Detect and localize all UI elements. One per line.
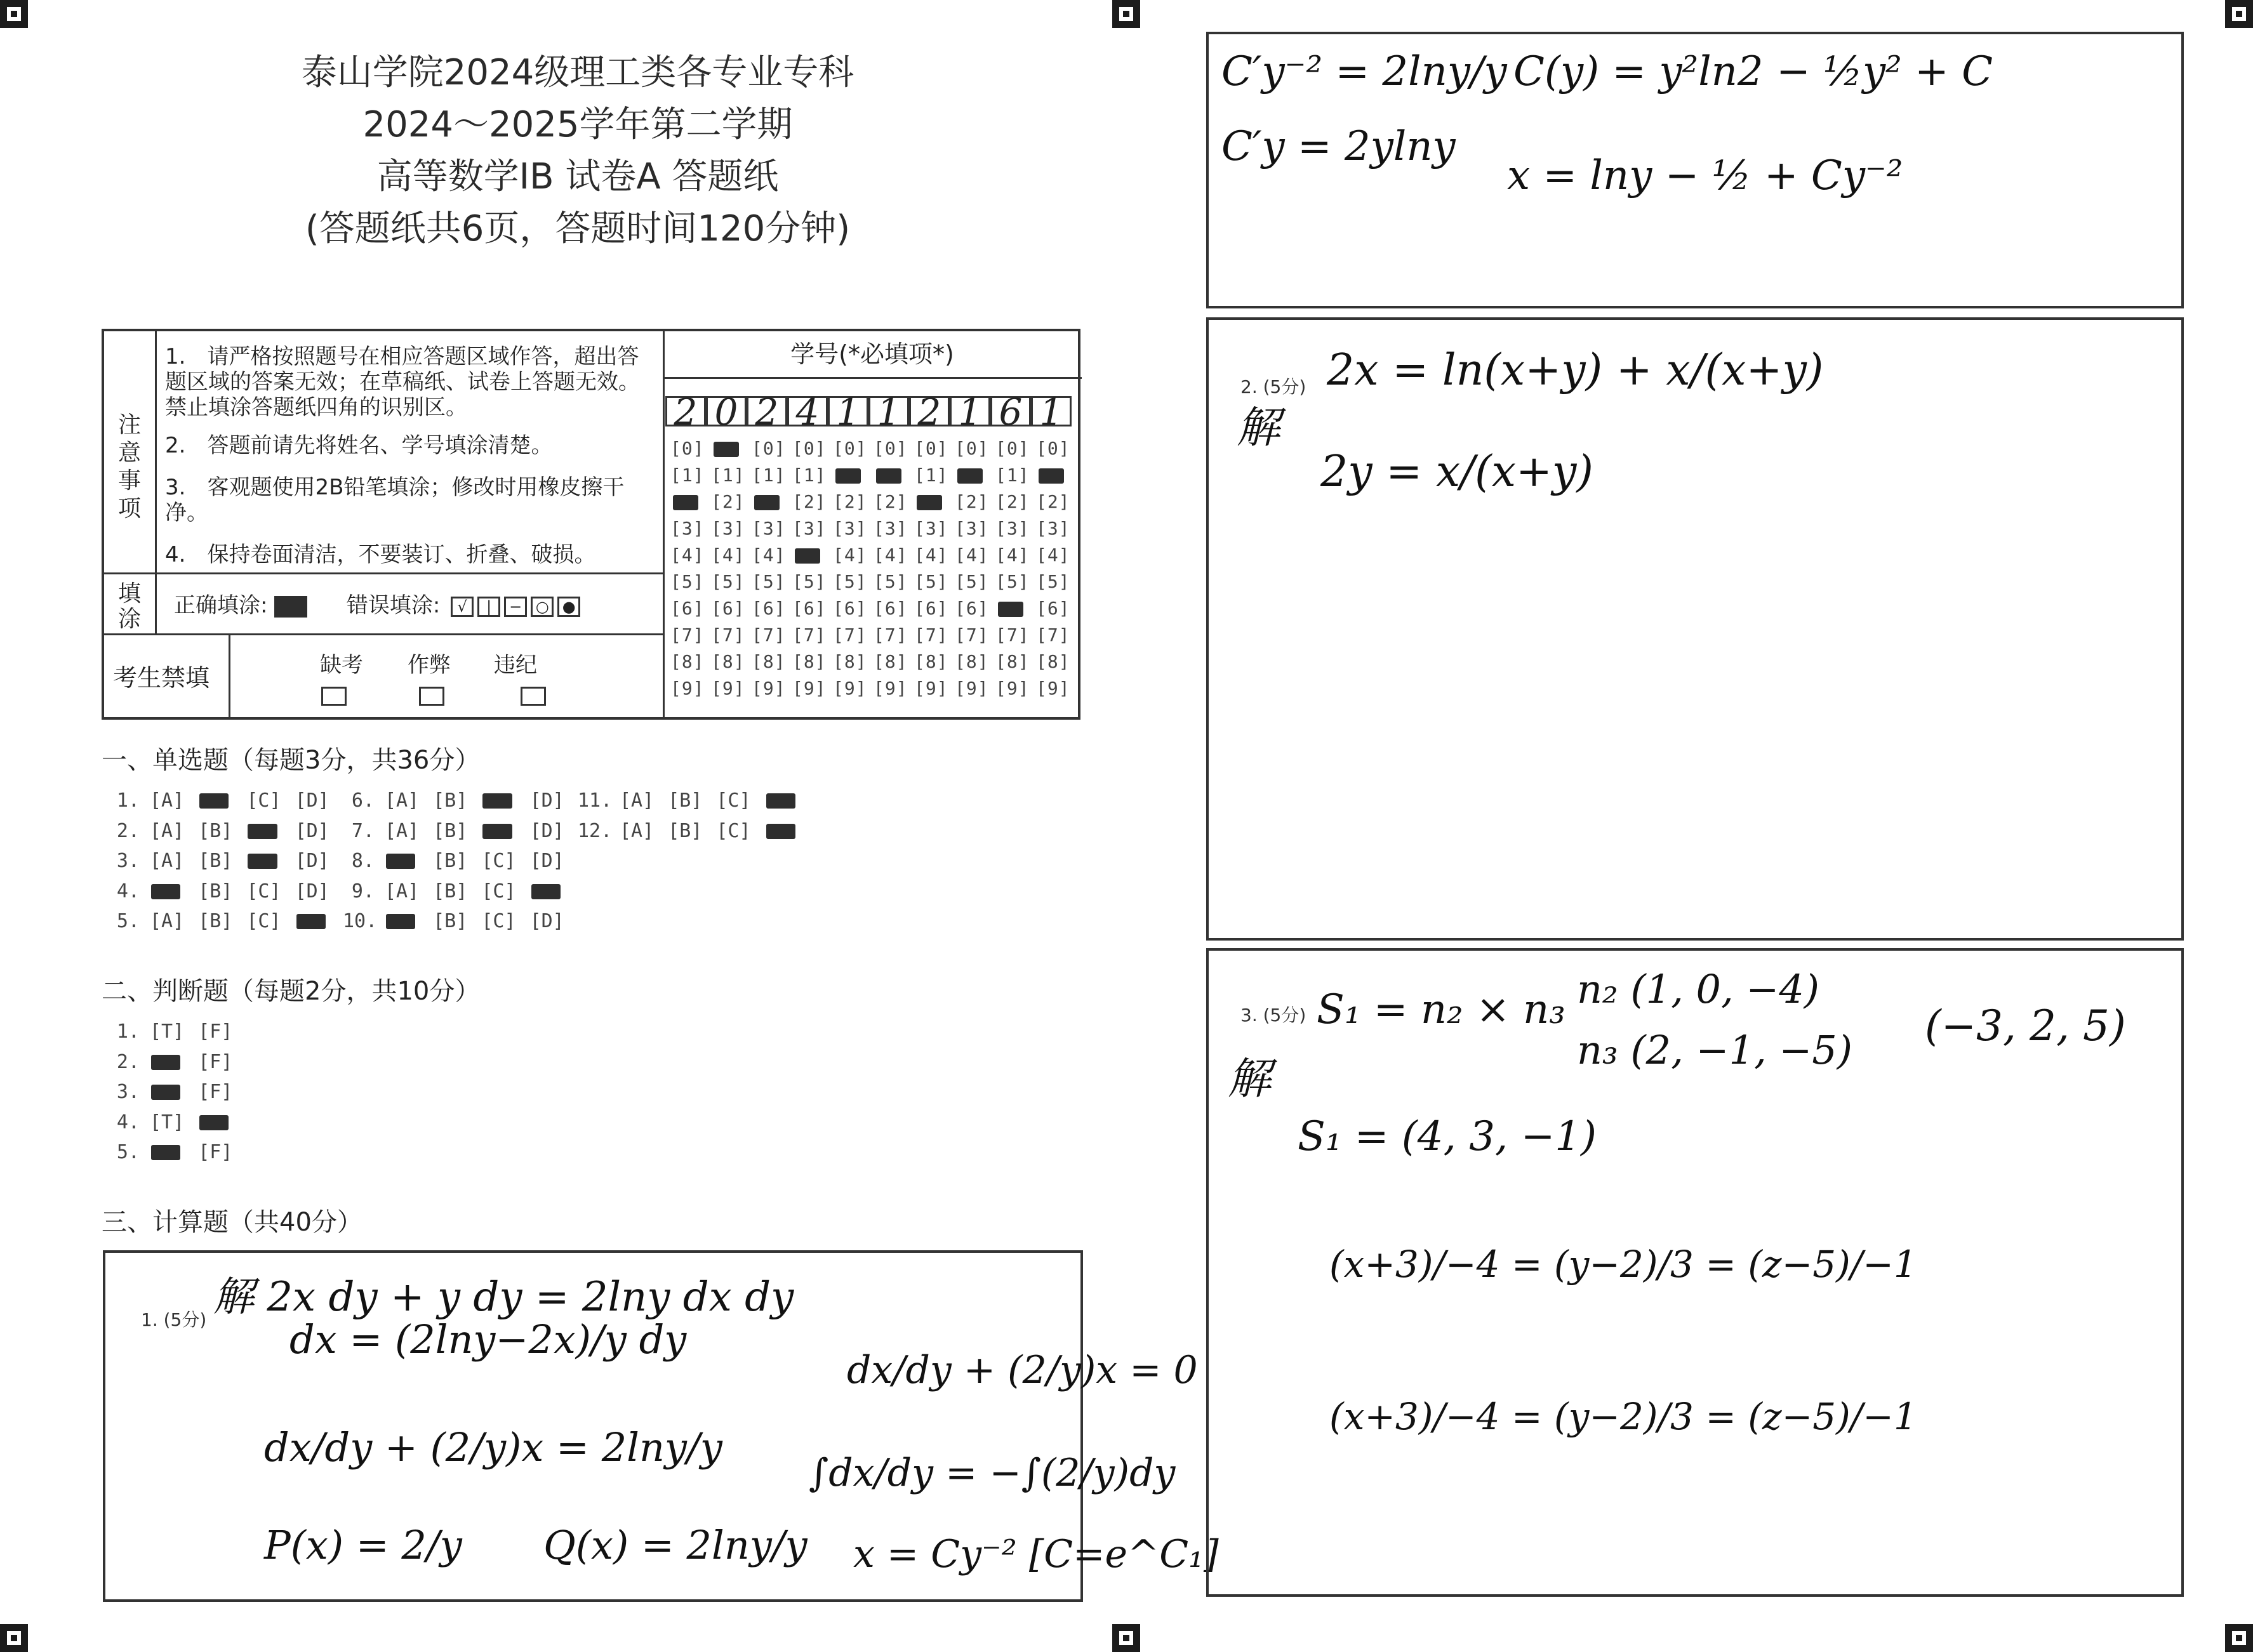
id-bubble-col5-row9[interactable]: [9] — [833, 678, 867, 699]
section1-question-number: 11. — [578, 790, 613, 812]
id-bubble-col3-row7[interactable]: [7] — [752, 624, 786, 645]
section1-question-8 — [343, 850, 578, 872]
wrong-fill-dash: − — [504, 597, 527, 617]
section1-q9-option-b[interactable]: [B] — [433, 880, 468, 902]
q1-line-8: x = Cy⁻² [C=e^C₁] — [853, 1532, 1219, 1576]
section2-question-2 — [108, 1051, 246, 1073]
id-bubble-col1-row3[interactable]: [3] — [670, 518, 705, 539]
q1-score-tag: 1. (5分) — [141, 1309, 207, 1330]
id-bubble-col10-row1[interactable] — [1036, 465, 1070, 486]
section1-q11-option-a[interactable]: [A] — [620, 790, 655, 812]
id-bubble-col8-row9[interactable]: [9] — [955, 678, 989, 699]
id-bubble-col1-row6[interactable]: [6] — [670, 598, 705, 619]
wrong-fill-dot: ● — [557, 597, 580, 617]
corner-marker-top-center — [1112, 0, 1140, 28]
id-bubble-col6-row0[interactable]: [0] — [874, 438, 908, 459]
student-id-digit-1[interactable]: 2 — [665, 396, 706, 426]
section1-q12-option-c[interactable]: [C] — [716, 819, 751, 842]
id-bubble-col5-row5[interactable]: [5] — [833, 571, 867, 592]
id-bubble-col10-row9[interactable]: [9] — [1036, 678, 1070, 699]
id-bubble-col1-row9[interactable]: [9] — [670, 678, 705, 699]
id-bubble-col5-row7[interactable]: [7] — [833, 624, 867, 645]
id-bubble-col8-row1[interactable] — [955, 465, 989, 486]
section2-q5-option-f[interactable]: [F] — [198, 1141, 233, 1163]
section1-q7-option-c[interactable] — [481, 820, 515, 842]
student-id-digit-3[interactable]: 2 — [747, 396, 787, 426]
id-bubble-col7-row6[interactable]: [6] — [914, 598, 948, 619]
q1-line-5: Q(x) = 2lny/y — [543, 1522, 807, 1568]
id-bubble-col2-row4[interactable]: [4] — [711, 545, 745, 565]
section1-q10-option-b[interactable]: [B] — [433, 910, 468, 932]
answer-box-q3[interactable] — [1206, 948, 2184, 1597]
section3-title: 三、计算题（共40分） — [102, 1208, 362, 1237]
id-bubble-col1-row2[interactable] — [670, 491, 705, 512]
id-bubble-col5-row3[interactable]: [3] — [833, 518, 867, 539]
section2-question-number: 1. — [116, 1021, 140, 1043]
corner-marker-bottom-right — [2225, 1624, 2253, 1652]
section1-question-number: 8. — [351, 850, 375, 872]
section2-q4-option-t[interactable]: [T] — [150, 1111, 185, 1133]
exam-title-course: 高等数学IB 试卷A 答题纸 — [376, 156, 779, 197]
q2-line-2: 解 — [1237, 403, 1280, 453]
id-bubble-col9-row0[interactable]: [0] — [995, 438, 1030, 459]
exam-title-semester: 2024～2025学年第二学期 — [362, 104, 793, 145]
wrong-fill-circle: ○ — [531, 597, 554, 617]
q1-line-1: 解 2x dy + y dy = 2lny dx dy — [213, 1274, 794, 1321]
id-bubble-col9-row2[interactable]: [2] — [995, 491, 1030, 512]
section2-question-number: 5. — [116, 1141, 140, 1163]
id-bubble-col8-row4[interactable]: [4] — [955, 545, 989, 565]
id-bubble-col3-row2[interactable] — [752, 491, 786, 512]
section1-q1-option-b[interactable] — [198, 790, 232, 812]
id-bubble-col2-row9[interactable]: [9] — [711, 678, 745, 699]
id-bubble-col10-row5[interactable]: [5] — [1036, 571, 1070, 592]
student-id-digit-7[interactable]: 2 — [909, 396, 950, 426]
student-id-digit-9[interactable]: 6 — [990, 396, 1031, 426]
section1-q4-option-d[interactable]: [D] — [295, 880, 329, 902]
id-bubble-col3-row5[interactable]: [5] — [752, 571, 786, 592]
id-bubble-col7-row4[interactable]: [4] — [914, 545, 948, 565]
notice-item-3: 3. 客观题使用2B铅笔填涂；修改时用橡皮擦干净。 — [165, 475, 625, 525]
id-bubble-col6-row9[interactable]: [9] — [874, 678, 908, 699]
id-bubble-col3-row9[interactable]: [9] — [752, 678, 786, 699]
section2-question-3 — [108, 1081, 246, 1103]
id-bubble-col2-row1[interactable]: [1] — [711, 465, 745, 486]
violation-label: 违纪 — [494, 652, 537, 678]
section1-q1-option-a[interactable]: [A] — [150, 790, 185, 812]
id-bubble-col8-row6[interactable]: [6] — [955, 598, 989, 619]
id-bubble-col2-row2[interactable]: [2] — [711, 491, 745, 512]
corner-marker-top-right — [2225, 0, 2253, 28]
section1-question-number: 10. — [343, 910, 378, 932]
id-bubble-col3-row1[interactable]: [1] — [752, 465, 786, 486]
q1-cont-line-4: x = lny − ½ + Cy⁻² — [1507, 152, 1903, 199]
id-bubble-col10-row0[interactable]: [0] — [1036, 438, 1070, 459]
id-bubble-col7-row5[interactable]: [5] — [914, 571, 948, 592]
section1-q10-option-a[interactable] — [385, 910, 419, 932]
id-bubble-col10-row8[interactable]: [8] — [1036, 651, 1070, 672]
violation-checkbox[interactable] — [521, 687, 546, 706]
exam-title-school: 泰山学院2024级理工类各专业专科 — [301, 52, 854, 93]
section1-q7-option-d[interactable]: [D] — [529, 819, 564, 842]
student-id-title: 学号(*必填项*) — [790, 340, 954, 368]
id-bubble-col8-row5[interactable]: [5] — [955, 571, 989, 592]
section2-q1-option-t[interactable]: [T] — [150, 1021, 185, 1043]
q3-line-3: (−3, 2, 5) — [1925, 1001, 2126, 1050]
section1-question-number: 6. — [351, 790, 375, 812]
id-bubble-col8-row3[interactable]: [3] — [955, 518, 989, 539]
q1-cont-line-3: C′y = 2ylny — [1221, 123, 1456, 170]
id-bubble-col10-row2[interactable]: [2] — [1036, 491, 1070, 512]
section2-q4-option-f[interactable] — [198, 1111, 232, 1133]
id-bubble-col9-row3[interactable]: [3] — [995, 518, 1030, 539]
id-bubble-col6-row4[interactable]: [4] — [874, 545, 908, 565]
id-bubble-col8-row0[interactable]: [0] — [955, 438, 989, 459]
q2-line-3: 2y = x/(x+y) — [1320, 447, 1593, 497]
absent-checkbox[interactable] — [321, 687, 347, 706]
id-bubble-col3-row6[interactable]: [6] — [752, 598, 786, 619]
q1-line-4: P(x) = 2/y — [264, 1522, 462, 1568]
q3-line-4: 解 — [1228, 1054, 1272, 1104]
section2-q3-option-t[interactable] — [150, 1081, 184, 1103]
id-bubble-col4-row6[interactable]: [6] — [792, 598, 827, 619]
q1-line-7: ∫dx/dy = −∫(2/y)dy — [809, 1451, 1176, 1495]
id-bubble-col6-row6[interactable]: [6] — [874, 598, 908, 619]
id-bubble-col2-row7[interactable]: [7] — [711, 624, 745, 645]
wrong-fill-bar: | — [477, 597, 500, 617]
id-bubble-col5-row0[interactable]: [0] — [833, 438, 867, 459]
section1-q11-option-d[interactable] — [765, 790, 799, 812]
section1-q7-option-b[interactable]: [B] — [433, 819, 468, 842]
correct-fill-label: 正确填涂: — [174, 593, 268, 618]
section1-q9-option-a[interactable]: [A] — [385, 880, 420, 902]
q1-cont-line-2: C(y) = y²ln2 − ½y² + C — [1513, 48, 1993, 95]
exam-title-duration: (答题纸共6页，答题时间120分钟) — [305, 208, 851, 249]
id-bubble-col2-row3[interactable]: [3] — [711, 518, 745, 539]
id-bubble-col8-row2[interactable]: [2] — [955, 491, 989, 512]
section2-question-1 — [108, 1021, 246, 1043]
q3-line-1: S₁ = n₂ × n₃ — [1317, 986, 1565, 1033]
id-bubble-col7-row0[interactable]: [0] — [914, 438, 948, 459]
id-bubble-col10-row4[interactable]: [4] — [1036, 545, 1070, 565]
q1-line-3: dx/dy + (2/y)x = 2lny/y — [264, 1424, 722, 1470]
id-bubble-col10-row6[interactable]: [6] — [1036, 598, 1070, 619]
absent-label: 缺考 — [320, 652, 363, 678]
id-bubble-col7-row1[interactable]: [1] — [914, 465, 948, 486]
id-bubble-col6-row7[interactable]: [7] — [874, 624, 908, 645]
q3-line-7: (x+3)/−4 = (y−2)/3 = (z−5)/−1 — [1329, 1243, 1917, 1286]
id-bubble-col7-row7[interactable]: [7] — [914, 624, 948, 645]
section2-question-number: 3. — [116, 1081, 140, 1103]
section1-q2-option-d[interactable]: [D] — [295, 819, 329, 842]
id-bubble-col6-row1[interactable] — [874, 465, 908, 486]
corner-marker-bottom-left — [0, 1624, 28, 1652]
id-bubble-col4-row0[interactable]: [0] — [792, 438, 827, 459]
id-bubble-col9-row6[interactable] — [995, 598, 1030, 619]
section1-q6-option-d[interactable]: [D] — [529, 790, 564, 812]
id-bubble-col4-row8[interactable]: [8] — [792, 651, 827, 672]
section1-q4-option-c[interactable]: [C] — [246, 880, 281, 902]
section1-q11-option-c[interactable]: [C] — [716, 790, 751, 812]
section1-q3-option-a[interactable]: [A] — [150, 850, 185, 872]
section1-question-number: 5. — [116, 910, 140, 932]
wrong-fill-label: 错误填涂: — [346, 593, 441, 618]
cheating-checkbox[interactable] — [419, 687, 444, 706]
section1-question-7 — [343, 820, 578, 842]
id-bubble-col2-row8[interactable]: [8] — [711, 651, 745, 672]
id-bubble-col2-row0[interactable] — [711, 438, 745, 459]
section1-q7-option-a[interactable]: [A] — [385, 819, 420, 842]
section1-q12-option-b[interactable]: [B] — [668, 819, 703, 842]
section1-q2-option-a[interactable]: [A] — [150, 819, 185, 842]
section1-question-number: 1. — [116, 790, 140, 812]
id-bubble-col1-row4[interactable]: [4] — [670, 545, 705, 565]
q1-cont-line-1: C′y⁻² = 2lny/y — [1221, 48, 1507, 95]
section2-question-4 — [108, 1111, 246, 1133]
section1-q10-option-d[interactable]: [D] — [529, 910, 564, 932]
section1-q5-option-d[interactable] — [295, 910, 329, 932]
id-bubble-col5-row1[interactable] — [833, 465, 867, 486]
student-id-digit-5[interactable]: 1 — [828, 396, 868, 426]
section1-q11-option-b[interactable]: [B] — [668, 790, 703, 812]
id-bubble-col2-row5[interactable]: [5] — [711, 571, 745, 592]
section2-title: 二、判断题（每题2分，共10分） — [102, 977, 481, 1006]
section1-question-9 — [343, 880, 578, 902]
id-bubble-col10-row3[interactable]: [3] — [1036, 518, 1070, 539]
id-bubble-col4-row1[interactable]: [1] — [792, 465, 827, 486]
id-bubble-col10-row7[interactable]: [7] — [1036, 624, 1070, 645]
section1-q1-option-c[interactable]: [C] — [246, 790, 281, 812]
notice-label: 注 意 事 项 — [117, 412, 141, 522]
section2-q3-option-f[interactable]: [F] — [198, 1081, 233, 1103]
section1-q4-option-b[interactable]: [B] — [198, 880, 233, 902]
section2-q2-option-t[interactable] — [150, 1051, 184, 1073]
id-bubble-col7-row3[interactable]: [3] — [914, 518, 948, 539]
id-bubble-col9-row7[interactable]: [7] — [995, 624, 1030, 645]
section1-q6-option-b[interactable]: [B] — [433, 790, 468, 812]
q3-line-5: n₃ (2, −1, −5) — [1577, 1027, 1852, 1073]
id-bubble-col1-row1[interactable]: [1] — [670, 465, 705, 486]
q3-line-8: (x+3)/−4 = (y−2)/3 = (z−5)/−1 — [1329, 1395, 1917, 1438]
id-bubble-col9-row9[interactable]: [9] — [995, 678, 1030, 699]
section1-q12-option-a[interactable]: [A] — [620, 819, 655, 842]
section2-q2-option-f[interactable]: [F] — [198, 1050, 233, 1073]
q1-line-2: dx = (2lny−2x)/y dy — [289, 1316, 687, 1363]
id-bubble-col6-row3[interactable]: [3] — [874, 518, 908, 539]
id-bubble-col2-row6[interactable]: [6] — [711, 598, 745, 619]
id-bubble-col6-row8[interactable]: [8] — [874, 651, 908, 672]
id-bubble-col7-row2[interactable] — [914, 491, 948, 512]
section1-question-10 — [343, 910, 578, 932]
section1-question-1 — [108, 790, 343, 812]
id-bubble-col5-row4[interactable]: [4] — [833, 545, 867, 565]
id-bubble-col6-row2[interactable]: [2] — [874, 491, 908, 512]
prohibited-label: 考生禁填 — [113, 664, 210, 692]
correct-fill-sample — [274, 596, 307, 618]
id-bubble-col6-row5[interactable]: [5] — [874, 571, 908, 592]
id-bubble-col4-row5[interactable]: [5] — [792, 571, 827, 592]
section1-q6-option-c[interactable] — [481, 790, 515, 812]
section1-q8-option-c[interactable]: [C] — [481, 850, 516, 872]
section1-q4-option-a[interactable] — [150, 880, 184, 902]
notice-item-2: 2. 答题前请先将姓名、学号填涂清楚。 — [165, 433, 553, 458]
id-bubble-col1-row5[interactable]: [5] — [670, 571, 705, 592]
section1-question-4 — [108, 880, 343, 902]
section1-question-2 — [108, 820, 343, 842]
id-bubble-col9-row5[interactable]: [5] — [995, 571, 1030, 592]
section1-question-12 — [578, 820, 813, 842]
section1-q8-option-d[interactable]: [D] — [529, 850, 564, 872]
notice-item-1: 1. 请严格按照题号在相应答题区域作答，超出答题区域的答案无效；在草稿纸、试卷上答题无效。禁止填涂答题纸四角的识别区。 — [165, 344, 640, 420]
section1-q8-option-a[interactable] — [385, 850, 419, 872]
id-bubble-col7-row8[interactable]: [8] — [914, 651, 948, 672]
student-id-digit-4[interactable]: 4 — [787, 396, 828, 426]
section1-q5-option-a[interactable]: [A] — [150, 910, 185, 932]
q1-line-6: dx/dy + (2/y)x = 0 — [847, 1348, 1198, 1392]
answer-box-q1-continued[interactable] — [1206, 32, 2184, 308]
section1-q2-option-c[interactable] — [246, 820, 281, 842]
section1-question-5 — [108, 910, 343, 932]
section1-q2-option-b[interactable]: [B] — [198, 819, 233, 842]
section1-q5-option-c[interactable]: [C] — [246, 910, 281, 932]
section1-question-number: 3. — [116, 850, 140, 872]
q2-score-tag: 2. (5分) — [1240, 376, 1306, 397]
id-bubble-col5-row2[interactable]: [2] — [833, 491, 867, 512]
id-bubble-col4-row2[interactable]: [2] — [792, 491, 827, 512]
section2-q5-option-t[interactable] — [150, 1141, 184, 1163]
section1-q3-option-d[interactable]: [D] — [295, 850, 329, 872]
section1-question-number: 7. — [351, 819, 375, 842]
id-bubble-col3-row8[interactable]: [8] — [752, 651, 786, 672]
id-bubble-col7-row9[interactable]: [9] — [914, 678, 948, 699]
section1-q9-option-c[interactable]: [C] — [481, 880, 516, 902]
wrong-fill-check: √ — [451, 597, 474, 617]
student-id-digit-2[interactable]: 0 — [706, 396, 747, 426]
section1-q1-option-d[interactable]: [D] — [295, 790, 329, 812]
q3-score-tag: 3. (5分) — [1240, 1005, 1306, 1026]
id-bubble-col4-row3[interactable]: [3] — [792, 518, 827, 539]
fill-instructions — [174, 593, 656, 618]
student-id-digit-10[interactable]: 1 — [1031, 396, 1072, 426]
fill-label: 填 涂 — [117, 581, 141, 632]
section2-question-number: 2. — [116, 1050, 140, 1073]
student-id-digit-8[interactable]: 1 — [950, 396, 990, 426]
section1-q6-option-a[interactable]: [A] — [385, 790, 420, 812]
section2-question-5 — [108, 1141, 246, 1163]
section2-question-number: 4. — [116, 1111, 140, 1133]
section1-question-number: 2. — [116, 819, 140, 842]
id-bubble-col1-row8[interactable]: [8] — [670, 651, 705, 672]
section1-question-number: 4. — [116, 880, 140, 902]
id-bubble-col5-row6[interactable]: [6] — [833, 598, 867, 619]
section2-q1-option-f[interactable]: [F] — [198, 1021, 233, 1043]
id-bubble-col4-row4[interactable] — [792, 545, 827, 565]
section1-question-11 — [578, 790, 813, 812]
id-bubble-col1-row7[interactable]: [7] — [670, 624, 705, 645]
id-bubble-col1-row0[interactable]: [0] — [670, 438, 705, 459]
id-bubble-col8-row7[interactable]: [7] — [955, 624, 989, 645]
id-bubble-col4-row7[interactable]: [7] — [792, 624, 827, 645]
id-bubble-col9-row8[interactable]: [8] — [995, 651, 1030, 672]
notice-item-4: 4. 保持卷面清洁，不要装订、折叠、破损。 — [165, 542, 596, 567]
id-bubble-col3-row4[interactable]: [4] — [752, 545, 786, 565]
q3-line-2: n₂ (1, 0, −4) — [1577, 966, 1819, 1012]
q2-line-1: 2x = ln(x+y) + x/(x+y) — [1327, 345, 1824, 395]
student-id-digit-6[interactable]: 1 — [868, 396, 909, 426]
section1-q5-option-b[interactable]: [B] — [198, 910, 233, 932]
id-bubble-col3-row0[interactable]: [0] — [752, 438, 786, 459]
id-bubble-col9-row1[interactable]: [1] — [995, 465, 1030, 486]
section1-question-number: 9. — [351, 880, 375, 902]
section1-title: 一、单选题（每题3分，共36分） — [102, 746, 481, 775]
section1-q9-option-d[interactable] — [530, 880, 564, 902]
section1-q12-option-d[interactable] — [765, 820, 799, 842]
corner-marker-top-left — [0, 0, 28, 28]
section1-q10-option-c[interactable]: [C] — [481, 910, 516, 932]
id-bubble-col5-row8[interactable]: [8] — [833, 651, 867, 672]
id-bubble-col3-row3[interactable]: [3] — [752, 518, 786, 539]
section1-question-3 — [108, 850, 343, 872]
cheating-label: 作弊 — [408, 652, 451, 678]
corner-marker-bottom-center — [1112, 1624, 1140, 1652]
answer-box-q1[interactable] — [103, 1250, 1219, 1602]
id-bubble-col8-row8[interactable]: [8] — [955, 651, 989, 672]
id-bubble-col9-row4[interactable]: [4] — [995, 545, 1030, 565]
q3-line-6: S₁ = (4, 3, −1) — [1298, 1113, 1597, 1160]
id-bubble-col4-row9[interactable]: [9] — [792, 678, 827, 699]
answer-box-q2[interactable] — [1206, 317, 2184, 941]
section1-question-6 — [343, 790, 578, 812]
section1-q3-option-c[interactable] — [246, 850, 281, 872]
section1-q3-option-b[interactable]: [B] — [198, 850, 233, 872]
section1-q8-option-b[interactable]: [B] — [433, 850, 468, 872]
section1-question-number: 12. — [578, 819, 613, 842]
